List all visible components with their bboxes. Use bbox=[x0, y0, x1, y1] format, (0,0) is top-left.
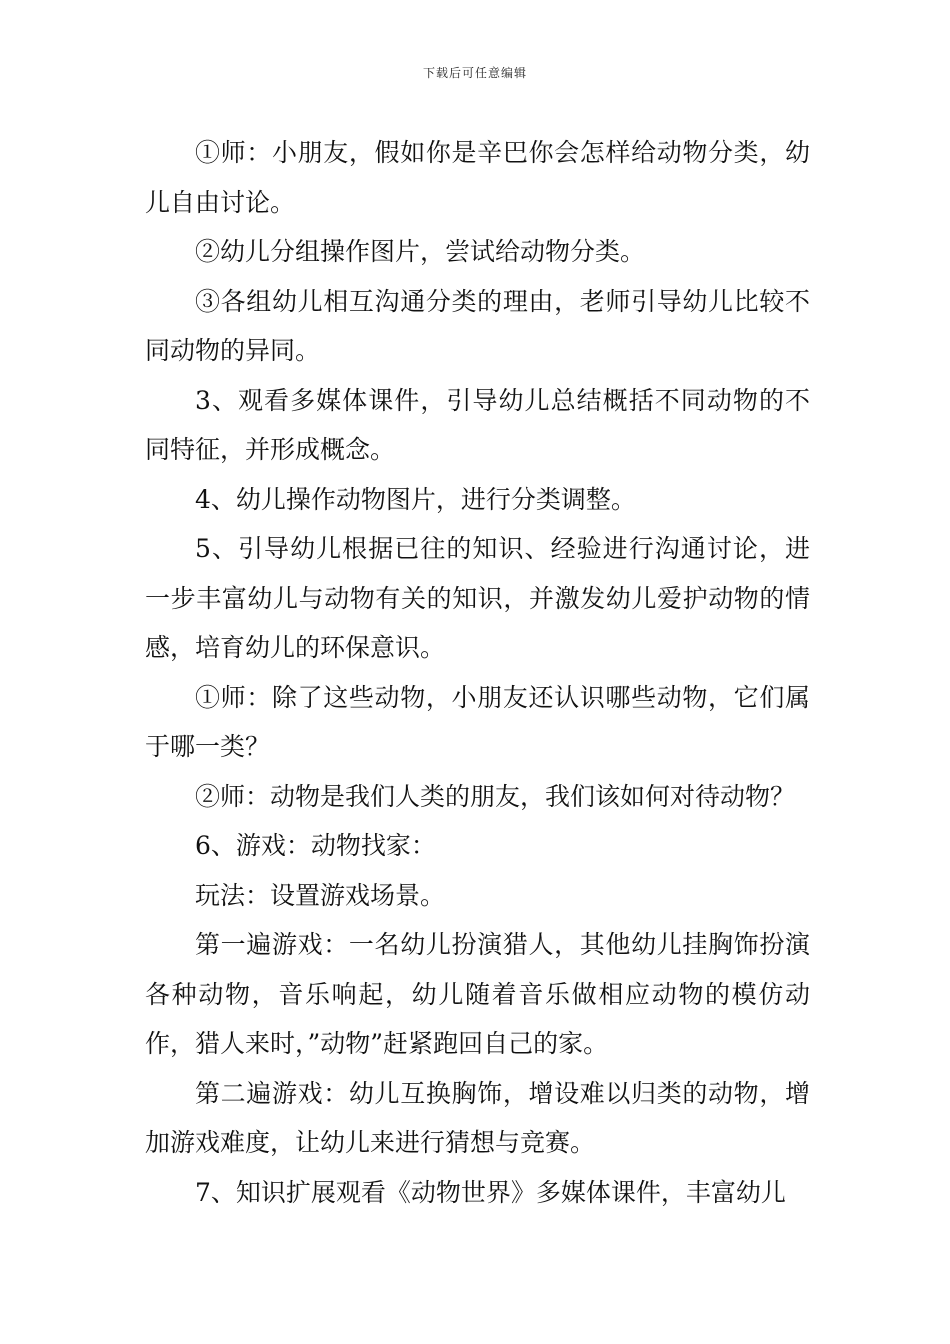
paragraph: 3、观看多媒体课件，引导幼儿总结概括不同动物的不同特征，并形成概念。 bbox=[145, 385, 810, 464]
paragraph: ②幼儿分组操作图片，尝试给动物分类。 bbox=[195, 237, 646, 266]
paragraph: ②师：动物是我们人类的朋友，我们该如何对待动物？ bbox=[195, 781, 796, 811]
paragraph: 7、知识扩展观看《动物世界》多媒体课件，丰富幼儿 bbox=[195, 1177, 786, 1207]
document-body bbox=[145, 128, 810, 1217]
paragraph: 第一遍游戏：一名幼儿扮演猎人，其他幼儿挂胸饰扮演各种动物，音乐响起，幼儿随着音乐做相应动物的模仿动作，猎人来时，”动物”赶紧跑回自己的家。 bbox=[145, 930, 810, 1058]
paragraph: 5、引导幼儿根据已往的知识、经验进行沟通讨论，进一步丰富幼儿与动物有关的知识，并激发幼儿爱护动物的情感，培育幼儿的环保意识。 bbox=[145, 534, 810, 662]
paragraph: ①师：小朋友，假如你是辛巴你会怎样给动物分类，幼儿自由讨论。 bbox=[145, 138, 810, 217]
paragraph: ③各组幼儿相互沟通分类的理由，老师引导幼儿比较不同动物的异同。 bbox=[145, 286, 810, 365]
paragraph: 6、游戏：动物找家： bbox=[195, 831, 436, 860]
paragraph: 第二遍游戏：幼儿互换胸饰，增设难以归类的动物，增加游戏难度，让幼儿来进行猜想与竞赛。 bbox=[145, 1078, 810, 1157]
paragraph: 4、幼儿操作动物图片，进行分类调整。 bbox=[195, 484, 636, 514]
page-header: 下载后可任意编辑 bbox=[422, 66, 527, 80]
paragraph: ①师：除了这些动物，小朋友还认识哪些动物，它们属于哪一类？ bbox=[145, 682, 810, 761]
paragraph: 玩法：设置游戏场景。 bbox=[195, 880, 446, 910]
